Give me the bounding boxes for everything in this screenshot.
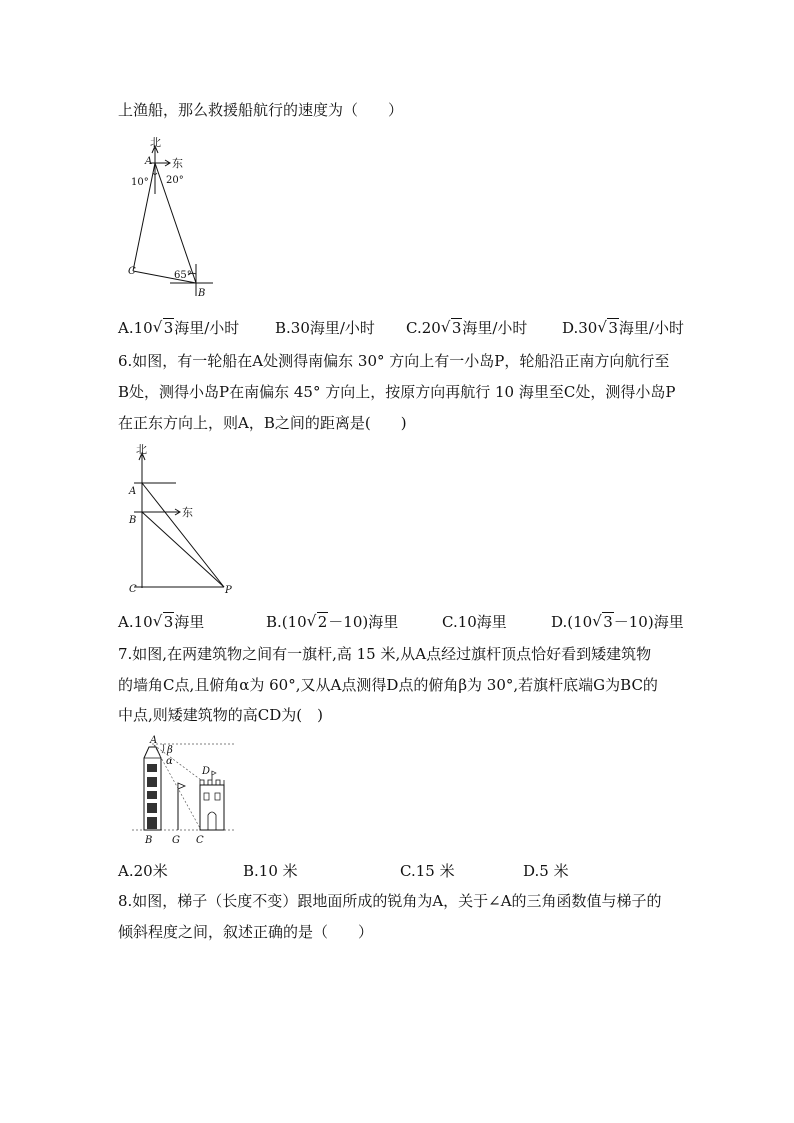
q8-text-line-1: 8.如图，梯子（长度不变）跟地面所成的锐角为A，关于∠A的三角函数值与梯子的 — [118, 892, 662, 910]
q6-label-b: B — [129, 515, 137, 526]
q6-label-p: P — [225, 585, 232, 596]
q6-east-label: 东 — [182, 506, 193, 519]
q7-alpha-label: α — [166, 756, 173, 767]
q6-north-label: 北 — [136, 443, 147, 456]
q5-label-b: B — [198, 288, 206, 299]
q6-option-a: A.10 √ 3海里 — [118, 612, 205, 631]
q7-text-line-3: 中点,则矮建筑物的高CD为( ) — [118, 706, 323, 724]
q6-figure — [124, 443, 244, 598]
q7-label-g: G — [172, 835, 180, 846]
q8-text-line-2: 倾斜程度之间，叙述正确的是（ ） — [118, 923, 374, 941]
q5-option-c: C.20 √ 3海里/小时 — [406, 318, 528, 337]
q5-angle-20: 20° — [166, 175, 184, 186]
q5-text-line: 上渔船，那么救援船航行的速度为（ ） — [118, 101, 404, 119]
q5-north-label: 北 — [150, 136, 161, 149]
q7-label-a: A — [150, 735, 158, 746]
q5-figure — [128, 136, 228, 301]
q6-option-d: D.(10 √ 3－10)海里 — [551, 612, 684, 631]
q7-text-line-1: 7.如图,在两建筑物之间有一旗杆,高 15 米,从A点经过旗杆顶点恰好看到矮建筑物 — [118, 645, 652, 663]
q5-label-c: C — [128, 266, 136, 277]
q6-option-c: C.10海里 — [442, 613, 507, 631]
q6-text-line-1: 6.如图，有一轮船在A处测得南偏东 30° 方向上有一小岛P，轮船沿正南方向航行至 — [118, 352, 670, 370]
q7-label-c: C — [196, 835, 204, 846]
q7-label-d: D — [202, 766, 211, 777]
q7-text-line-2: 的墙角C点,且俯角α为 60°,又从A点测得D点的俯角β为 30°,若旗杆底端G为BC的 — [118, 676, 658, 694]
q6-label-c: C — [129, 584, 137, 595]
q5-east-label: 东 — [172, 157, 183, 170]
q6-option-b: B.(10 √ 2－10)海里 — [266, 612, 399, 631]
q7-option-c: C.15 米 — [400, 862, 455, 880]
q7-option-b: B.10 米 — [243, 862, 298, 880]
q5-label-a: A — [145, 156, 153, 167]
q5-angle-10: 10° — [131, 177, 149, 188]
q5-option-d: D.30 √ 3海里/小时 — [562, 318, 684, 337]
q6-label-a: A — [129, 486, 137, 497]
q5-option-b: B.30海里/小时 — [275, 319, 375, 337]
q6-text-line-3: 在正东方向上，则A，B之间的距离是( ) — [118, 414, 407, 432]
q7-option-a: A.20米 — [118, 862, 168, 880]
q5-angle-65: 65° — [174, 270, 192, 281]
q6-text-line-2: B处，测得小岛P在南偏东 45° 方向上，按原方向再航行 10 海里至C处，测得小岛P — [118, 383, 676, 401]
q7-label-b: B — [145, 835, 153, 846]
q7-option-d: D.5 米 — [523, 862, 569, 880]
q7-figure — [132, 733, 237, 848]
q5-option-a: A.10 √ 3海里/小时 — [118, 318, 240, 337]
q7-beta-label: β — [167, 745, 173, 756]
